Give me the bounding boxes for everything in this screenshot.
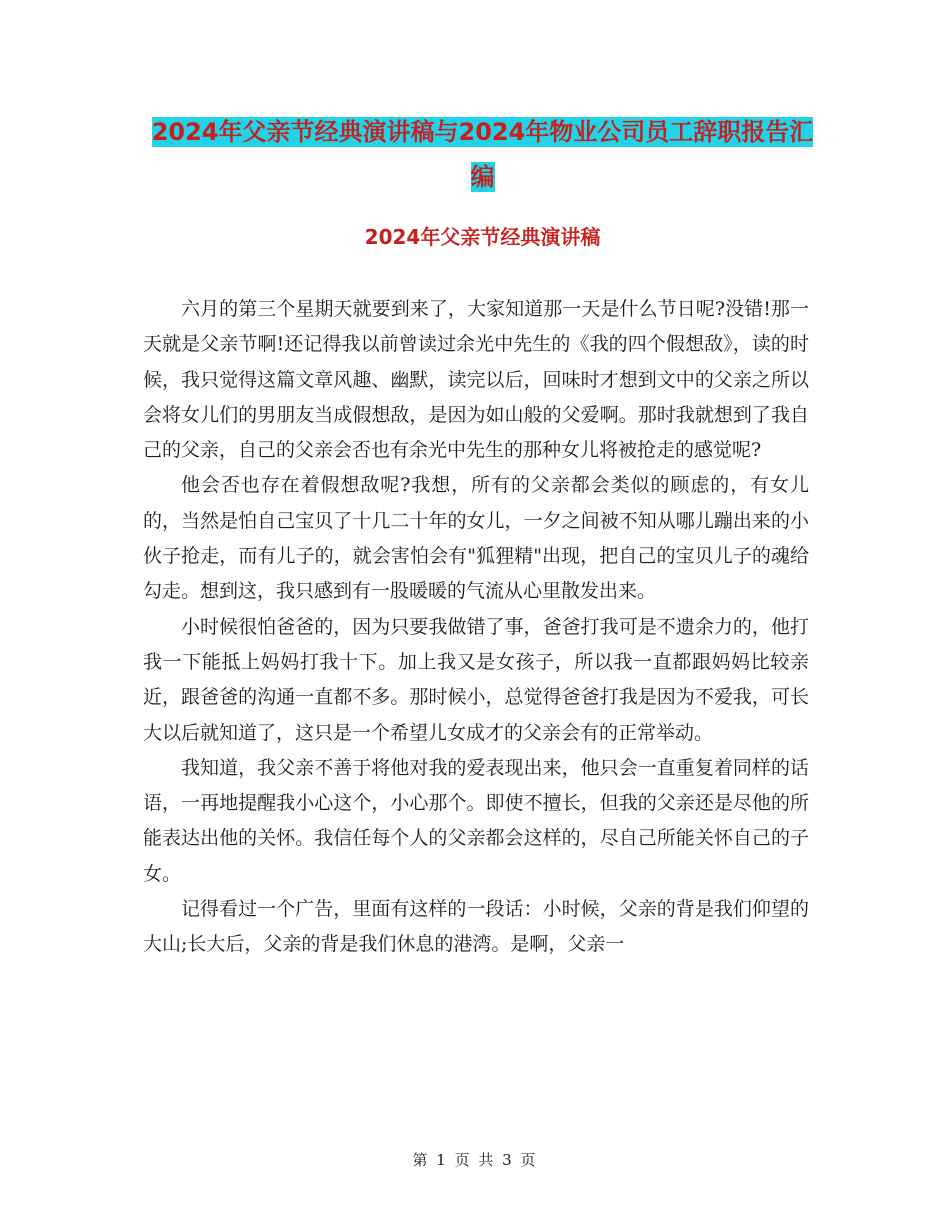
document-title-text: 2024年父亲节经典演讲稿与2024年物业公司员工辞职报告汇编 bbox=[151, 118, 814, 191]
paragraph: 我知道，我父亲不善于将他对我的爱表现出来，他只会一直重复着同样的话语，一再地提醒我小心这个，小心那个。即使不擅长，但我的父亲还是尽他的所能表达出他的关怀。我信任每个人的父亲都会这样的，尽自己所能关怀自己的子女。 bbox=[143, 756, 809, 885]
paragraph: 小时候很怕爸爸的，因为只要我做错了事，爸爸打我可是不遗余力的，他打我一下能抵上妈妈打我十下。加上我又是女孩子，所以我一直都跟妈妈比较亲近，跟爸爸的沟通一直都不多。那时候小，总觉得爸爸打我是因为不爱我，可长大以后就知道了，这只是一个希望儿女成才的父亲会有的正常举动。 bbox=[143, 615, 809, 744]
section-title: 2024年父亲节经典演讲稿 bbox=[364, 225, 601, 249]
paragraph: 他会否也存在着假想敌呢?我想，所有的父亲都会类似的顾虑的，有女儿的，当然是怕自己宝贝了十几二十年的女儿，一夕之间被不知从哪儿蹦出来的小伙子抢走，而有儿子的，就会害怕会有"狐狸精"出现，把自己的宝贝儿子的魂给勾走。想到这，我只感到有一股暖暖的气流从心里散发出来。 bbox=[143, 474, 809, 603]
document-body bbox=[143, 292, 809, 963]
page-footer: 第 1 页 共 3 页 bbox=[412, 1151, 538, 1169]
document-title bbox=[140, 110, 825, 200]
paragraph: 六月的第三个星期天就要到来了，大家知道那一天是什么节日呢?没错!那一天就是父亲节啊!还记得我以前曾读过余光中先生的《我的四个假想敌》，读的时候，我只觉得这篇文章风趣、幽默，读完以后，回味时才想到文中的父亲之所以会将女儿们的男朋友当成假想敌，是因为如山般的父爱啊。那时我就想到了我自己的父亲，自己的父亲会否也有余光中先生的那种女儿将被抢走的感觉呢? bbox=[143, 298, 809, 462]
paragraph: 记得看过一个广告，里面有这样的一段话：小时候，父亲的背是我们仰望的大山;长大后，父亲的背是我们休息的港湾。是啊，父亲一 bbox=[143, 898, 809, 956]
